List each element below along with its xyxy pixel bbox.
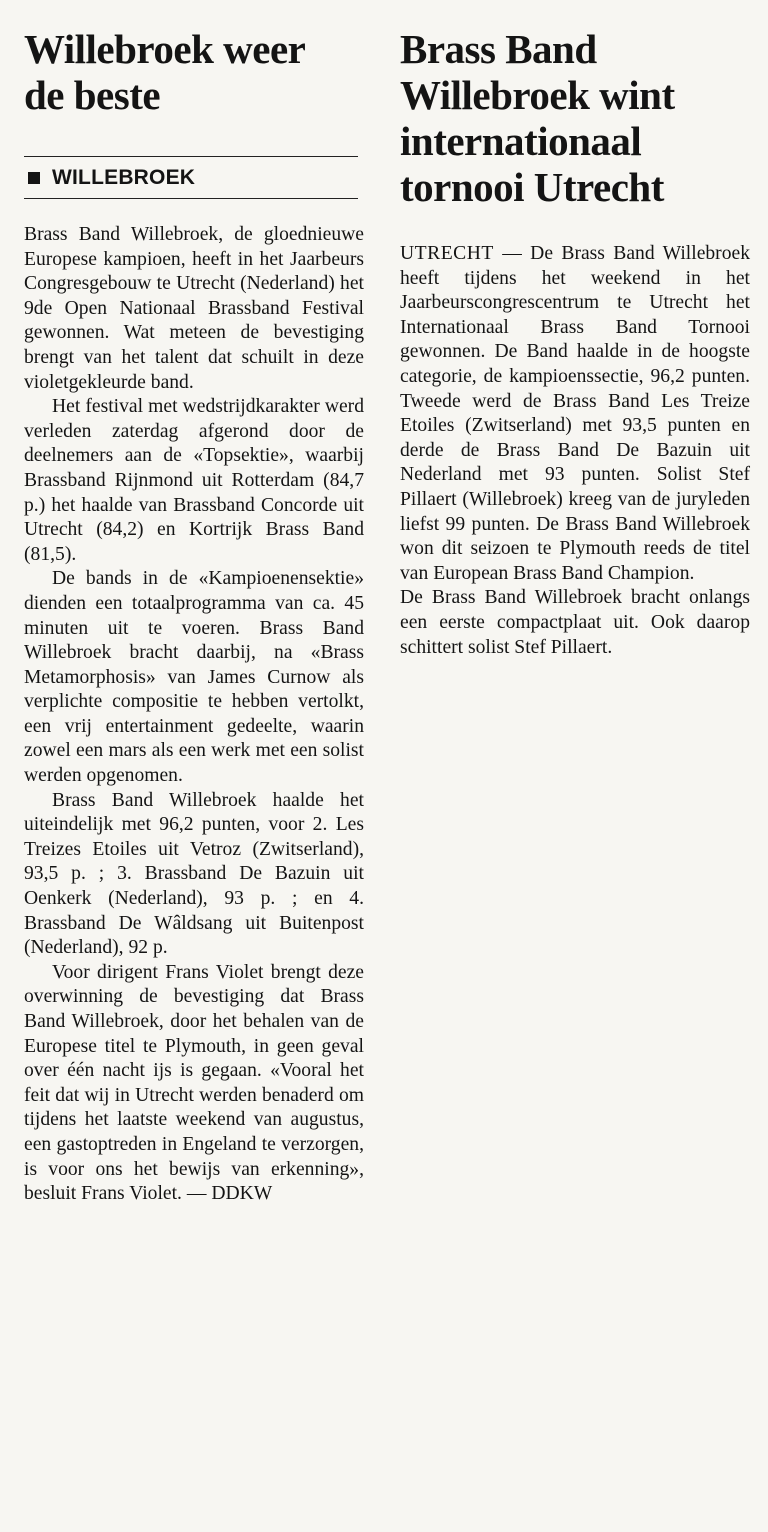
kicker-top-rule (24, 156, 358, 157)
square-bullet-icon (28, 172, 40, 184)
right-headline: Brass Band Willebroek wint internationaal tornooi Utrecht (400, 26, 675, 210)
left-article-body (24, 223, 364, 1207)
left-article (24, 26, 364, 1207)
right-article (400, 26, 750, 660)
right-article-body (400, 242, 750, 660)
left-paragraph-1: Brass Band Willebroek, de gloednieuwe Europese kampioen, heeft in het Jaarbeurs Congresgebouw te Utrecht (Nederland) het 9de Open Nationaal Brassband Festival gewonnen. Wat meteen de bevestiging brengt van het talent dat schuilt in deze violetgekleurde band. (24, 224, 364, 393)
left-paragraph-4: Brass Band Willebroek haalde het uiteindelijk met 96,2 punten, voor 2. Les Treizes Etoiles uit Vetroz (Zwitserland), 93,5 p. ; 3. Brassband De Bazuin uit Oenkerk (Nederland), 93 p. ; en 4. Brassband De Wâldsang uit Buitenpost (Nederland), 92 p. (24, 789, 364, 959)
kicker-bottom-rule (24, 198, 358, 199)
left-paragraph-3: De bands in de «Kampioenensektie» dienden een totaalprogramma van ca. 45 minuten uit te voeren. Brass Band Willebroek bracht daarbij, na «Brass Metamorphosis» van James Curnow als verplichte compositie te hebben vertolkt, een vrij entertainment gedeelte, waarin zowel een mars als een werk met een solist werden opgenomen. (24, 568, 364, 787)
right-paragraph-1 (400, 242, 750, 586)
kicker-label: WILLEBROEK (52, 166, 196, 189)
left-paragraph-2: Het festival met wedstrijdkarakter werd verleden zaterdag afgerond door de deelnemers aan de «Topsektie», waarbij Brassband Rijnmond uit Rotterdam (84,7 p.) het haalde van Brassband Concorde uit Utrecht (84,2) en Kortrijk Brass Band (81,5). (24, 396, 364, 565)
left-headline: Willebroek weer de beste (24, 26, 306, 118)
left-paragraph-5: Voor dirigent Frans Violet brengt deze overwinning de bevestiging dat Brass Band Willebroek, door het behalen van de Europese titel te Plymouth, in geen geval over één nacht ijs is gegaan. «Vooral het feit dat wij in Utrecht werden benaderd om tijdens het laatste weekend van augustus, een gastoptreden in Engeland te verzorgen, is voor ons het bewijs van erkenning», besluit Frans Violet. — DDKW (24, 961, 364, 1205)
right-paragraph-2: De Brass Band Willebroek bracht onlangs een eerste compactplaat uit. Ook daarop schittert solist Stef Pillaert. (400, 587, 750, 658)
right-paragraph-1-text: — De Brass Band Willebroek heeft tijdens het weekend in het Jaarbeurscongrescentrum te Utrecht het Internationaal Brass Band Tornooi gewonnen. De Band haalde in de hoogste categorie, de kampioenssectie, 96,2 punten. Tweede werd de Brass Band Les Treize Etoiles (Zwitserland) met 93,5 punten en derde de Brass Band De Bazuin uit Nederland met 93 punten. Solist Stef Pillaert (Willebroek) kreeg van de juryleden liefst 99 punten. De Brass Band Willebroek won dit seizoen te Plymouth reeds de titel van European Brass Band Champion. (400, 243, 750, 584)
dateline: UTRECHT (400, 243, 494, 264)
kicker (24, 166, 364, 190)
